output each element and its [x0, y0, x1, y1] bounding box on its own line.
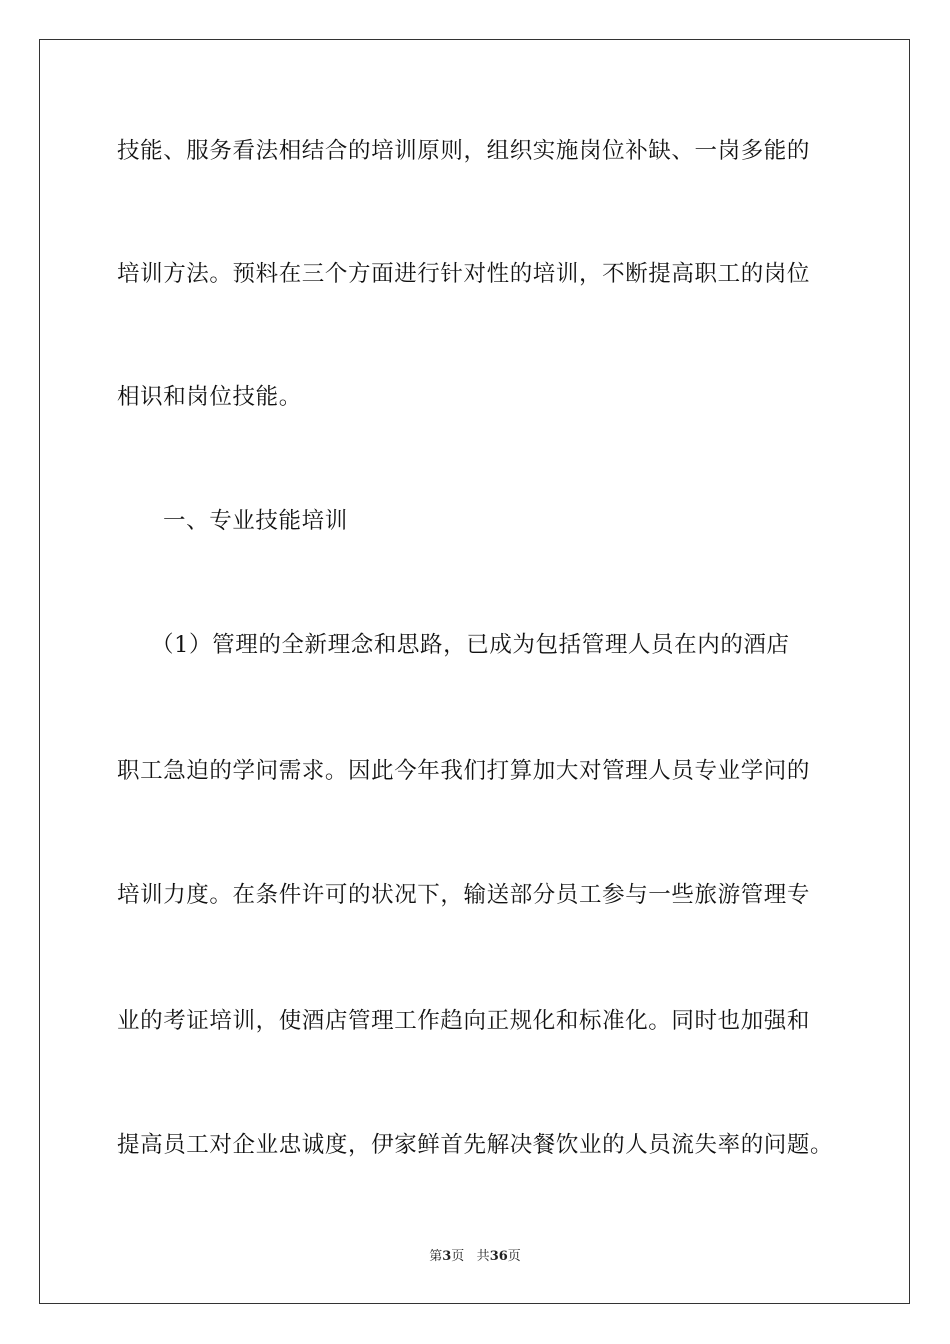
- page-border: [39, 39, 910, 1304]
- total-suffix: 页: [507, 1249, 521, 1264]
- page-footer: [0, 1248, 950, 1266]
- total-pages: 36: [489, 1249, 508, 1264]
- body-text-line-2: 培训方法。预料在三个方面进行针对性的培训，不断提高职工的岗位: [117, 261, 811, 287]
- total-prefix: 共: [476, 1249, 490, 1264]
- body-text-line-1: 技能、服务看法相结合的培训原则，组织实施岗位补缺、一岗多能的: [117, 138, 811, 164]
- body-text-line-8: 业的考证培训，使酒店管理工作趋向正规化和标准化。同时也加强和: [117, 1008, 811, 1034]
- body-text-line-3: 相识和岗位技能。: [117, 384, 302, 410]
- page-suffix: 页: [451, 1249, 465, 1264]
- body-text-line-9: 提高员工对企业忠诚度，伊家鲜首先解决餐饮业的人员流失率的问题。: [117, 1132, 834, 1158]
- page-number: 3: [442, 1249, 452, 1264]
- section-heading: 一、专业技能培训: [163, 508, 348, 534]
- body-text-line-7: 培训力度。在条件许可的状况下，输送部分员工参与一些旅游管理专: [117, 882, 811, 908]
- body-text-line-6: 职工急迫的学问需求。因此今年我们打算加大对管理人员专业学问的: [117, 758, 811, 784]
- body-text-line-5: （1）管理的全新理念和思路，已成为包括管理人员在内的酒店: [151, 632, 790, 658]
- page-prefix: 第: [429, 1249, 443, 1264]
